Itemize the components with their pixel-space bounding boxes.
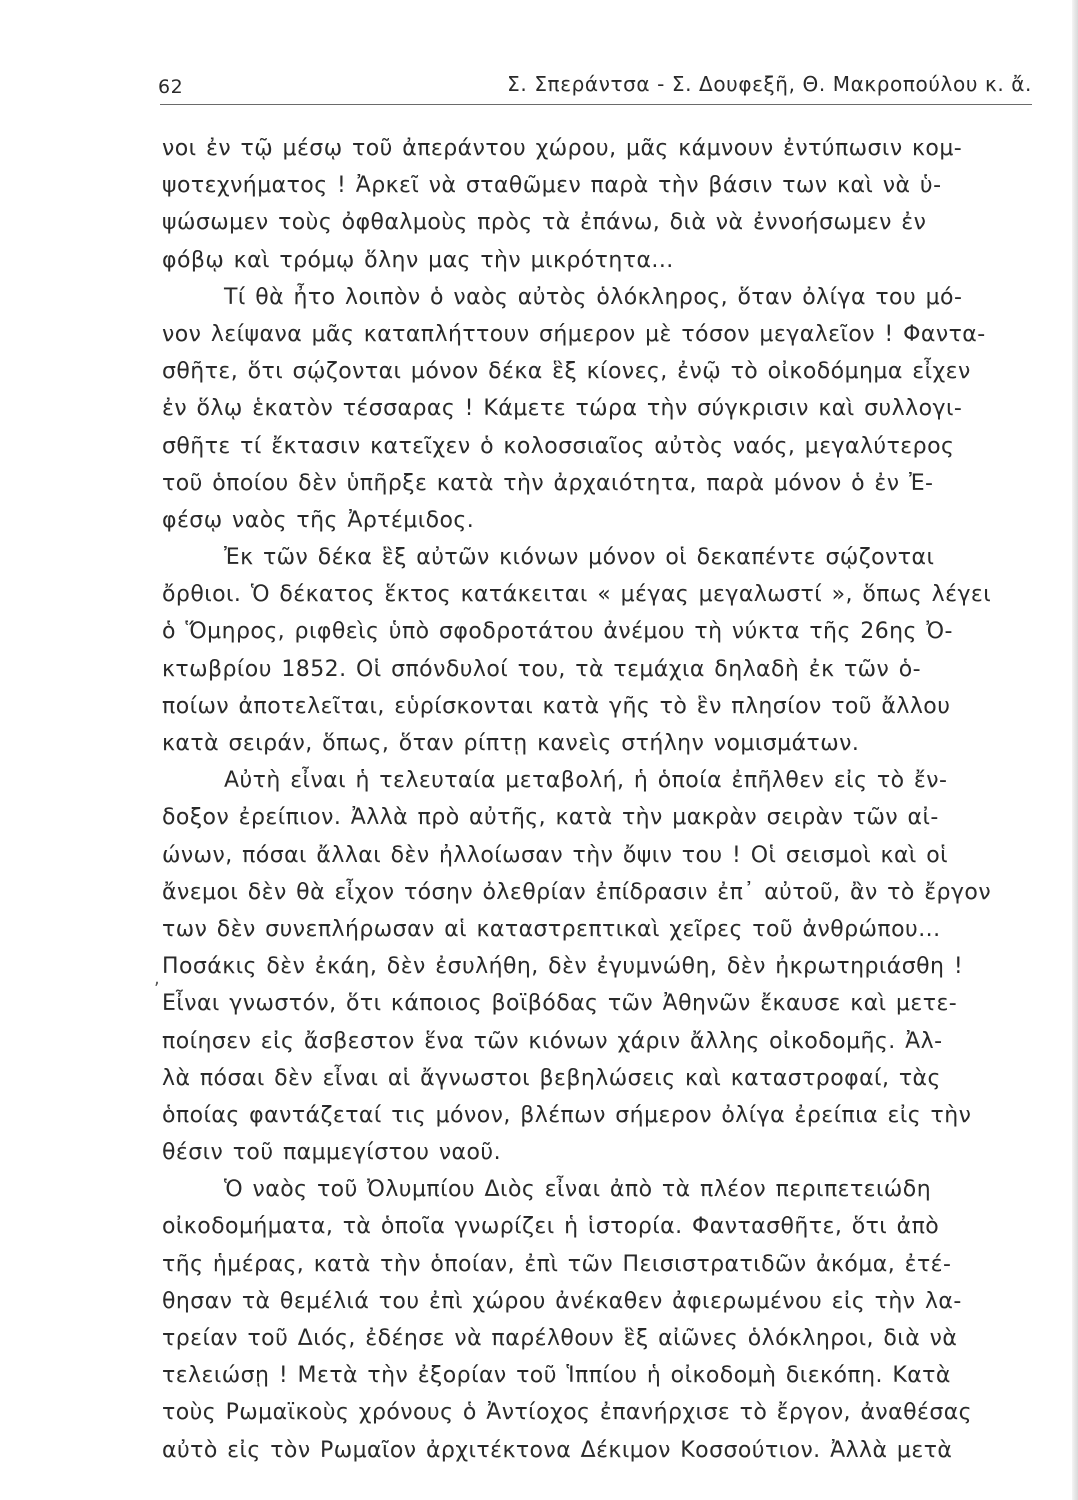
body-text xyxy=(162,130,1036,1469)
text-line: λὰ πόσαι δὲν εἶναι αἱ ἄγνωστοι βεβηλώσεις καὶ καταστροφαί, τὰς xyxy=(162,1065,941,1091)
text-line: θησαν τὰ θεμέλιά του ἐπὶ χώρου ἀνέκαθεν ἀφιερωμένου εἰς τὴν λα- xyxy=(162,1288,962,1314)
text-line: σθῆτε τί ἔκτασιν κατεῖχεν ὁ κολοσσιαῖος αὐτὸς ναός, μεγαλύτερος xyxy=(162,433,955,459)
text-line: Ὁ ναὸς τοῦ Ὀλυμπίου Διὸς εἶναι ἀπὸ τὰ πλέον περιπετειώδη xyxy=(224,1177,932,1203)
text-line: τοῦ ὁποίου δὲν ὑπῆρξε κατὰ τὴν ἀρχαιότητα, παρὰ μόνον ὁ ἐν Ἐ- xyxy=(162,470,934,496)
text-line: ώνων, πόσαι ἄλλαι δὲν ἠλλοίωσαν τὴν ὄψιν του ! Οἱ σεισμοὶ καὶ οἱ xyxy=(162,842,949,868)
text-line: νον λείψανα μᾶς καταπλήττουν σήμερον μὲ τόσον μεγαλεῖον ! Φαντα- xyxy=(162,321,986,347)
header-rule xyxy=(160,104,1032,105)
text-line: οἰκοδομήματα, τὰ ὁποῖα γνωρίζει ἡ ἱστορία. Φαντασθῆτε, ὅτι ἀπὸ xyxy=(162,1214,940,1240)
text-line: ποίων ἀποτελεῖται, εὑρίσκονται κατὰ γῆς τὸ ἓν πλησίον τοῦ ἄλλου xyxy=(162,693,951,719)
text-line: Τί θὰ ἦτο λοιπὸν ὁ ναὸς αὐτὸς ὁλόκληρος, ὅταν ὀλίγα του μό- xyxy=(224,284,963,310)
text-line: των δὲν συνεπλήρωσαν αἱ καταστρεπτικαὶ χεῖρες τοῦ ἀνθρώπου... xyxy=(162,916,941,942)
text-line: ἄνεμοι δὲν θὰ εἶχον τόσην ὀλεθρίαν ἐπίδρασιν ἐπ᾽ αὐτοῦ, ἂν τὸ ἔργον xyxy=(162,879,992,905)
text-line: ποίησεν εἰς ἄσβεστον ἕνα τῶν κιόνων χάριν ἄλλης οἰκοδομῆς. Ἀλ- xyxy=(162,1028,943,1054)
text-line: ψοτεχνήματος ! Ἀρκεῖ νὰ σταθῶμεν παρὰ τὴν βάσιν των καὶ νὰ ὑ- xyxy=(162,173,942,199)
header-authors: Σ. Σπεράντσα - Σ. Δουφεξῆ, Θ. Μακροπούλου κ. ἄ. xyxy=(507,72,1032,96)
text-line: τοὺς Ρωμαϊκοὺς χρόνους ὁ Ἀντίοχος ἐπανήρχισε τὸ ἔργον, ἀναθέσας xyxy=(162,1400,973,1426)
text-line: θέσιν τοῦ παμμεγίστου ναοῦ. xyxy=(162,1140,502,1166)
text-line: φόβῳ καὶ τρόμῳ ὅλην μας τὴν μικρότητα... xyxy=(162,247,674,273)
text-line: δοξον ἐρείπιον. Ἀλλὰ πρὸ αὐτῆς, κατὰ τὴν μακρὰν σειρὰν τῶν αἰ- xyxy=(162,805,939,831)
text-line: Ἐκ τῶν δέκα ἓξ αὐτῶν κιόνων μόνον οἱ δεκαπέντε σῴζονται xyxy=(224,545,935,571)
text-line: αὐτὸ εἰς τὸν Ρωμαῖον ἀρχιτέκτονα Δέκιμον Κοσσούτιον. Ἀλλὰ μετὰ xyxy=(162,1437,953,1463)
margin-mark: , xyxy=(154,968,160,989)
text-line: φέσῳ ναὸς τῆς Ἀρτέμιδος. xyxy=(162,507,475,533)
page-number: 62 xyxy=(158,76,184,98)
text-line: Ποσάκις δὲν ἐκάη, δὲν ἐσυλήθη, δὲν ἐγυμνώθη, δὲν ἠκρωτηριάσθη ! xyxy=(162,954,964,980)
text-line: σθῆτε, ὅτι σῴζονται μόνον δέκα ἓξ κίονες, ἐνῷ τὸ οἰκοδόμημα εἶχεν xyxy=(162,359,971,385)
text-line: ὁ Ὅμηρος, ριφθεὶς ὑπὸ σφοδροτάτου ἀνέμου τὴ νύκτα τῆς 26ης Ὀ- xyxy=(162,619,953,645)
text-line: νοι ἐν τῷ μέσῳ τοῦ ἀπεράντου χώρου, μᾶς κάμνουν ἐντύπωσιν κομ- xyxy=(162,136,963,161)
running-head xyxy=(158,72,1034,102)
page-edge-shadow xyxy=(1072,0,1078,1500)
text-line: τῆς ἡμέρας, κατὰ τὴν ὁποίαν, ἐπὶ τῶν Πεισιστρατιδῶν ἀκόμα, ἐτέ- xyxy=(162,1251,952,1277)
text-line: κτωβρίου 1852. Οἱ σπόνδυλοί του, τὰ τεμάχια δηλαδὴ ἐκ τῶν ὁ- xyxy=(162,656,922,682)
text-line: Αὐτὴ εἶναι ἡ τελευταία μεταβολή, ἡ ὁποία ἐπῆλθεν εἰς τὸ ἔν- xyxy=(224,768,948,794)
text-line: ἐν ὅλῳ ἑκατὸν τέσσαρας ! Κάμετε τώρα τὴν σύγκρισιν καὶ συλλογι- xyxy=(162,396,963,422)
text-line: ψώσωμεν τοὺς ὀφθαλμοὺς πρὸς τὰ ἐπάνω, διὰ νὰ ἐννοήσωμεν ἐν xyxy=(162,210,927,236)
text-line: ὁποίας φαντάζεταί τις μόνον, βλέπων σήμερον ὀλίγα ἐρείπια εἰς τὴν xyxy=(162,1102,972,1128)
text-line: κατὰ σειράν, ὅπως, ὅταν ρίπτῃ κανεὶς στήλην νομισμάτων. xyxy=(162,731,860,756)
text-line: ὄρθιοι. Ὁ δέκατος ἕκτος κατάκειται « μέγας μεγαλωστί », ὅπως λέγει xyxy=(162,582,992,608)
text-line: τρείαν τοῦ Διός, ἐδέησε νὰ παρέλθουν ἓξ αἰῶνες ὁλόκληροι, διὰ νὰ xyxy=(162,1326,958,1351)
text-line: Εἶναι γνωστόν, ὅτι κάποιος βοϊβόδας τῶν Ἀθηνῶν ἔκαυσε καὶ μετε- xyxy=(162,991,958,1017)
text-line: τελειώσῃ ! Μετὰ τὴν ἐξορίαν τοῦ Ἱππίου ἡ οἰκοδομὴ διεκόπη. Κατὰ xyxy=(162,1363,951,1389)
